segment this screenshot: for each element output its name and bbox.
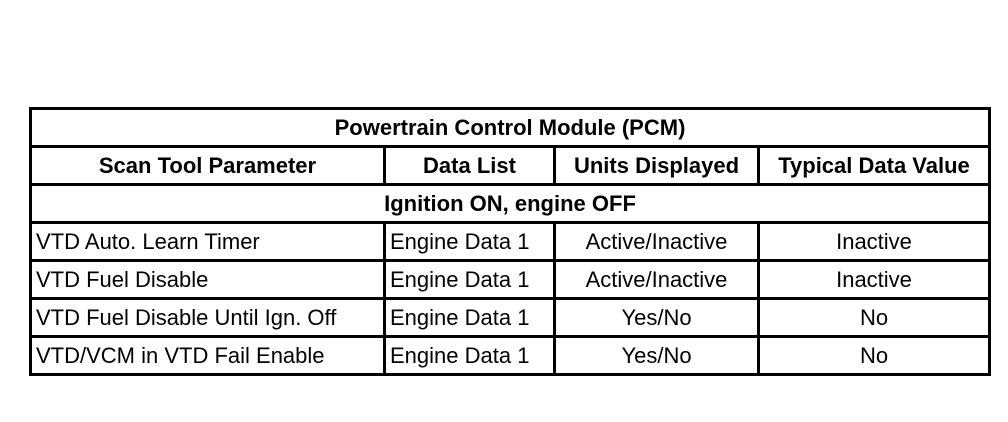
typical-value-cell: No	[759, 337, 990, 375]
units-cell: Yes/No	[555, 337, 759, 375]
header-data-list: Data List	[385, 147, 555, 185]
table-title-row	[31, 109, 990, 147]
table-header-row	[31, 147, 990, 185]
table-row	[31, 223, 990, 261]
header-units-displayed: Units Displayed	[555, 147, 759, 185]
table-row	[31, 261, 990, 299]
table-row	[31, 337, 990, 375]
data-list-cell: Engine Data 1	[385, 223, 555, 261]
units-cell: Active/Inactive	[555, 261, 759, 299]
parameter-cell: VTD Fuel Disable	[31, 261, 385, 299]
parameter-cell: VTD Fuel Disable Until Ign. Off	[31, 299, 385, 337]
pcm-data-table	[29, 107, 991, 376]
units-cell: Active/Inactive	[555, 223, 759, 261]
header-scan-tool-parameter: Scan Tool Parameter	[31, 147, 385, 185]
condition-label: Ignition ON, engine OFF	[31, 185, 990, 223]
table-title: Powertrain Control Module (PCM)	[31, 109, 990, 147]
data-list-cell: Engine Data 1	[385, 337, 555, 375]
table-row	[31, 299, 990, 337]
typical-value-cell: No	[759, 299, 990, 337]
parameter-cell: VTD Auto. Learn Timer	[31, 223, 385, 261]
parameter-cell: VTD/VCM in VTD Fail Enable	[31, 337, 385, 375]
typical-value-cell: Inactive	[759, 223, 990, 261]
data-list-cell: Engine Data 1	[385, 299, 555, 337]
units-cell: Yes/No	[555, 299, 759, 337]
data-list-cell: Engine Data 1	[385, 261, 555, 299]
header-typical-data-value: Typical Data Value	[759, 147, 990, 185]
condition-row	[31, 185, 990, 223]
typical-value-cell: Inactive	[759, 261, 990, 299]
